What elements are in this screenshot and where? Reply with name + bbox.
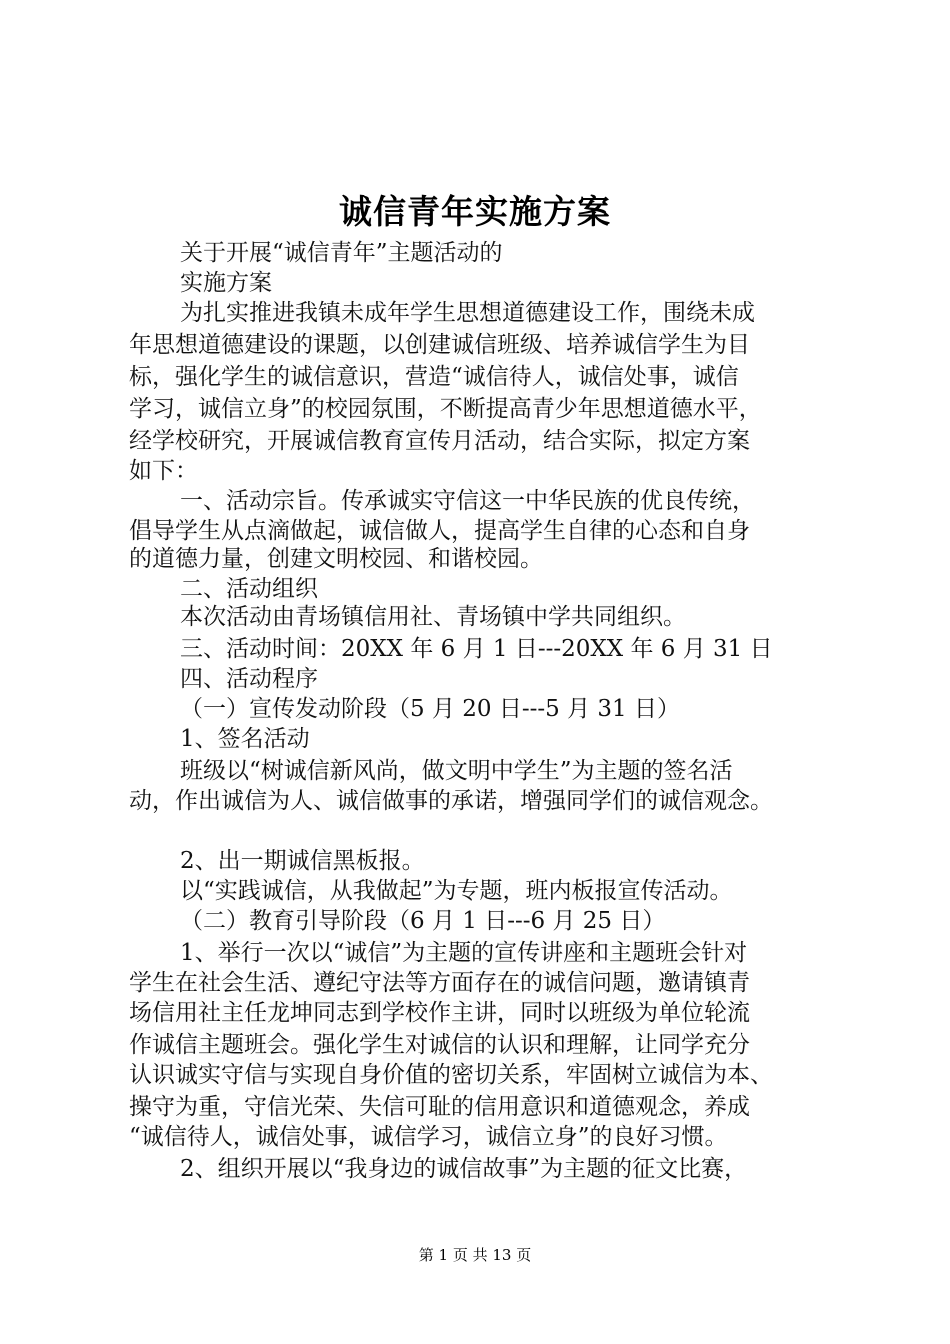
text-line: 关于开展“诚信青年”主题活动的 <box>180 240 503 266</box>
text-line: 操守为重，守信光荣、失信可耻的信用意识和道德观念，养成 <box>129 1094 750 1120</box>
text-line: 的道德力量，创建文明校园、和谐校园。 <box>129 546 543 572</box>
text-line: 1、举行一次以“诚信”为主题的宣传讲座和主题班会针对 <box>180 940 748 966</box>
text-line: 1、签名活动 <box>180 726 310 752</box>
text-line: 为扎实推进我镇未成年学生思想道德建设工作，围绕未成 <box>180 300 755 326</box>
page-number-footer: 第 1 页 共 13 页 <box>418 1246 532 1264</box>
text-line: 以“实践诚信，从我做起”为专题，班内板报宣传活动。 <box>180 878 733 904</box>
text-line: 如下： <box>129 458 198 484</box>
text-line: 三、活动时间：20XX 年 6 月 1 日---20XX 年 6 月 31 日 <box>180 636 773 662</box>
text-line: （二）教育引导阶段（6 月 1 日---6 月 25 日） <box>180 908 666 934</box>
document-title: 诚信青年实施方案 <box>339 192 611 231</box>
text-line: 作诚信主题班会。强化学生对诚信的认识和理解，让同学充分 <box>129 1032 750 1058</box>
text-line: 认识诚实守信与实现自身价值的密切关系，牢固树立诚信为本、 <box>129 1062 773 1088</box>
text-line: 年思想道德建设的课题，以创建诚信班级、培养诚信学生为目 <box>129 332 750 358</box>
text-line: 场信用社主任龙坤同志到学校作主讲，同时以班级为单位轮流 <box>129 1000 750 1026</box>
text-line: 2、出一期诚信黑板报。 <box>180 848 425 874</box>
text-line: 2、组织开展以“我身边的诚信故事”为主题的征文比赛， <box>180 1156 748 1182</box>
text-line: （一）宣传发动阶段（5 月 20 日---5 月 31 日） <box>180 696 680 722</box>
text-line: 学生在社会生活、遵纪守法等方面存在的诚信问题，邀请镇青 <box>129 970 750 996</box>
text-line: 班级以“树诚信新风尚，做文明中学生”为主题的签名活 <box>180 758 733 784</box>
text-line: 实施方案 <box>180 270 272 296</box>
text-line: 动，作出诚信为人、诚信做事的承诺，增强同学们的诚信观念。 <box>129 788 773 814</box>
text-line: “诚信待人，诚信处事，诚信学习，诚信立身”的良好习惯。 <box>129 1124 728 1150</box>
text-line: 二、活动组织 <box>180 576 318 602</box>
text-line: 本次活动由青场镇信用社、青场镇中学共同组织。 <box>180 604 686 630</box>
text-line: 四、活动程序 <box>180 666 318 692</box>
text-line: 倡导学生从点滴做起，诚信做人，提高学生自律的心态和自身 <box>129 518 750 544</box>
text-line: 学习，诚信立身”的校园氛围，不断提高青少年思想道德水平， <box>129 396 762 422</box>
text-line: 一、活动宗旨。传承诚实守信这一中华民族的优良传统， <box>180 488 755 514</box>
text-line: 标，强化学生的诚信意识，营造“诚信待人，诚信处事，诚信 <box>129 364 739 390</box>
text-line: 经学校研究，开展诚信教育宣传月活动，结合实际，拟定方案 <box>129 428 750 454</box>
